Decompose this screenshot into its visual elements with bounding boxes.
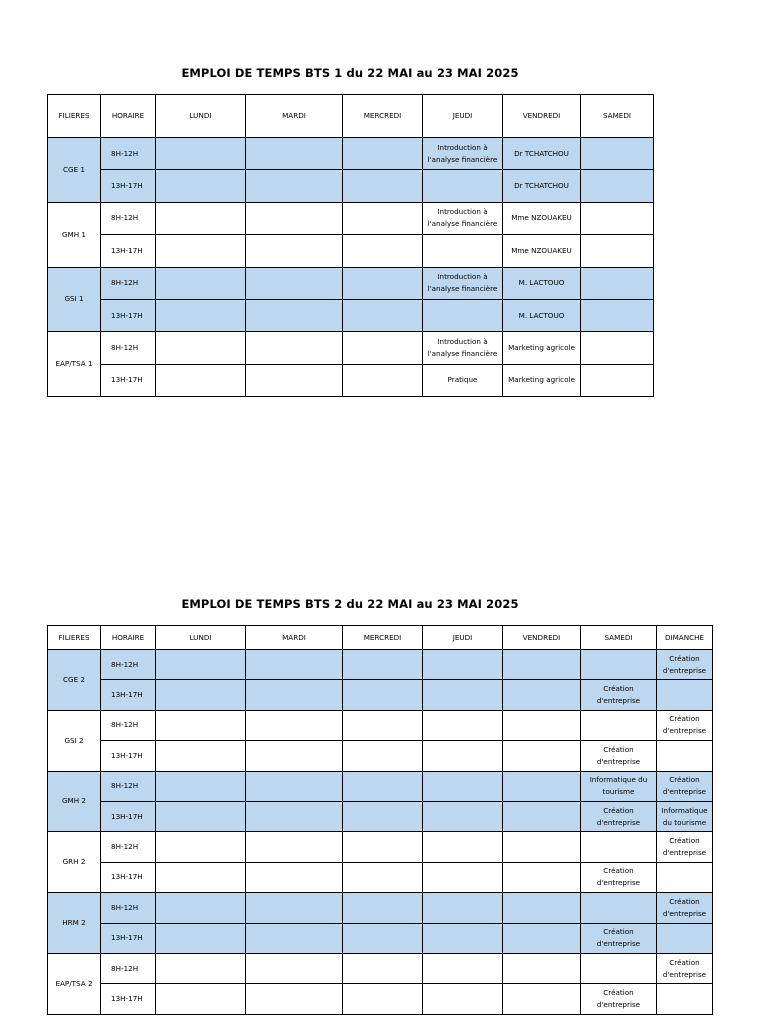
schedule-cell <box>343 984 423 1014</box>
schedule-cell <box>156 893 246 923</box>
horaire-cell: 8H-12H <box>101 893 156 923</box>
table-row <box>48 862 713 892</box>
column-header: LUNDI <box>156 95 246 138</box>
schedule-cell <box>343 741 423 771</box>
schedule-cell: Informatique du tourisme <box>581 771 657 801</box>
schedule-cell <box>246 267 343 299</box>
schedule-cell <box>503 984 581 1014</box>
schedule-cell <box>156 953 246 983</box>
schedule-cell <box>503 771 581 801</box>
table-row <box>48 953 713 983</box>
schedule-cell <box>657 741 713 771</box>
horaire-cell: 13H-17H <box>101 170 156 202</box>
schedule-cell <box>156 680 246 710</box>
schedule-cell <box>657 923 713 953</box>
horaire-cell: 13H-17H <box>101 923 156 953</box>
horaire-cell: 13H-17H <box>101 801 156 831</box>
table-row <box>48 832 713 862</box>
horaire-cell: 8H-12H <box>101 953 156 983</box>
schedule-cell <box>423 923 503 953</box>
timetable-2-title: EMPLOI DE TEMPS BTS 2 du 22 MAI au 23 MAI 2025 <box>181 597 519 611</box>
schedule-cell: Création d'entreprise <box>581 741 657 771</box>
schedule-cell <box>343 862 423 892</box>
schedule-cell: Création d'entreprise <box>657 710 713 740</box>
schedule-cell <box>246 332 343 364</box>
schedule-cell <box>246 299 343 331</box>
schedule-cell <box>246 170 343 202</box>
schedule-cell <box>156 801 246 831</box>
table-row <box>48 138 654 170</box>
schedule-cell <box>503 832 581 862</box>
schedule-cell <box>156 364 246 396</box>
schedule-cell: Informatique du tourisme <box>657 801 713 831</box>
schedule-cell <box>246 364 343 396</box>
schedule-cell <box>343 235 423 267</box>
schedule-cell <box>581 650 657 680</box>
schedule-cell <box>246 923 343 953</box>
table-row <box>48 923 713 953</box>
schedule-cell: Création d'entreprise <box>657 832 713 862</box>
schedule-cell: Création d'entreprise <box>581 862 657 892</box>
filiere-cell: HRM 2 <box>48 893 101 954</box>
schedule-cell <box>343 771 423 801</box>
table-row <box>48 235 654 267</box>
schedule-cell <box>581 138 654 170</box>
schedule-cell <box>246 893 343 923</box>
schedule-cell: Création d'entreprise <box>657 953 713 983</box>
schedule-cell <box>423 235 503 267</box>
schedule-cell <box>503 862 581 892</box>
schedule-cell <box>156 710 246 740</box>
schedule-cell <box>503 741 581 771</box>
table-row <box>48 267 654 299</box>
schedule-cell <box>503 923 581 953</box>
schedule-cell <box>423 862 503 892</box>
schedule-cell <box>343 267 423 299</box>
column-header: DIMANCHE <box>657 626 713 650</box>
schedule-cell <box>581 832 657 862</box>
schedule-cell: Dr TCHATCHOU <box>503 138 581 170</box>
schedule-cell <box>156 138 246 170</box>
schedule-cell <box>343 680 423 710</box>
schedule-cell <box>423 893 503 923</box>
schedule-cell: Création d'entreprise <box>581 680 657 710</box>
table-row <box>48 771 713 801</box>
horaire-cell: 8H-12H <box>101 650 156 680</box>
filiere-cell: EAP/TSA 1 <box>48 332 101 397</box>
column-header: VENDREDI <box>503 626 581 650</box>
table-row <box>48 680 713 710</box>
column-header: MERCREDI <box>343 626 423 650</box>
schedule-cell <box>156 984 246 1014</box>
schedule-cell: Introduction à l'analyse financière <box>423 332 503 364</box>
schedule-cell <box>156 862 246 892</box>
horaire-cell: 8H-12H <box>101 138 156 170</box>
schedule-cell <box>423 170 503 202</box>
schedule-cell <box>423 832 503 862</box>
schedule-cell: Création d'entreprise <box>581 984 657 1014</box>
schedule-cell <box>246 202 343 234</box>
column-header: SAMEDI <box>581 95 654 138</box>
schedule-cell <box>343 170 423 202</box>
filiere-cell: EAP/TSA 2 <box>48 953 101 1014</box>
schedule-cell <box>581 710 657 740</box>
table-row <box>48 741 713 771</box>
horaire-cell: 8H-12H <box>101 771 156 801</box>
schedule-cell <box>246 138 343 170</box>
column-header: JEUDI <box>423 95 503 138</box>
horaire-cell: 13H-17H <box>101 741 156 771</box>
schedule-cell <box>503 893 581 923</box>
column-header: VENDREDI <box>503 95 581 138</box>
timetable-bts-1 <box>47 94 654 397</box>
schedule-cell <box>581 202 654 234</box>
table-row <box>48 364 654 396</box>
schedule-cell: Mme NZOUAKEU <box>503 235 581 267</box>
schedule-cell <box>423 953 503 983</box>
schedule-cell <box>581 893 657 923</box>
table-row <box>48 170 654 202</box>
schedule-cell: Introduction à l'analyse financière <box>423 138 503 170</box>
horaire-cell: 8H-12H <box>101 202 156 234</box>
column-header: HORAIRE <box>101 626 156 650</box>
schedule-cell <box>343 138 423 170</box>
schedule-cell <box>343 710 423 740</box>
schedule-cell <box>343 299 423 331</box>
schedule-cell: M. LACTOUO <box>503 299 581 331</box>
schedule-cell <box>423 771 503 801</box>
filiere-cell: GSI 2 <box>48 710 101 771</box>
schedule-cell <box>246 832 343 862</box>
schedule-cell <box>246 741 343 771</box>
schedule-cell <box>246 953 343 983</box>
column-header: MERCREDI <box>343 95 423 138</box>
timetable-bts-2 <box>47 625 713 1015</box>
schedule-cell <box>343 650 423 680</box>
schedule-cell: Création d'entreprise <box>657 650 713 680</box>
schedule-cell <box>156 741 246 771</box>
schedule-cell <box>423 984 503 1014</box>
schedule-cell <box>246 235 343 267</box>
column-header: MARDI <box>246 626 343 650</box>
column-header: FILIERES <box>48 95 101 138</box>
schedule-cell <box>156 267 246 299</box>
schedule-cell <box>657 680 713 710</box>
schedule-cell <box>246 862 343 892</box>
timetable-1-title: EMPLOI DE TEMPS BTS 1 du 22 MAI au 23 MAI 2025 <box>181 66 519 80</box>
filiere-cell: GSI 1 <box>48 267 101 332</box>
schedule-cell: Création d'entreprise <box>657 771 713 801</box>
schedule-cell <box>423 710 503 740</box>
column-header: MARDI <box>246 95 343 138</box>
schedule-cell <box>156 235 246 267</box>
schedule-cell <box>503 680 581 710</box>
schedule-cell <box>343 332 423 364</box>
table-row <box>48 299 654 331</box>
schedule-cell <box>156 299 246 331</box>
schedule-cell <box>581 332 654 364</box>
schedule-cell <box>503 650 581 680</box>
schedule-cell <box>657 984 713 1014</box>
horaire-cell: 13H-17H <box>101 299 156 331</box>
header-row <box>48 95 654 138</box>
horaire-cell: 13H-17H <box>101 984 156 1014</box>
horaire-cell: 8H-12H <box>101 710 156 740</box>
schedule-cell <box>246 680 343 710</box>
horaire-cell: 8H-12H <box>101 832 156 862</box>
schedule-cell <box>423 650 503 680</box>
schedule-cell <box>503 801 581 831</box>
schedule-cell <box>156 832 246 862</box>
column-header: LUNDI <box>156 626 246 650</box>
schedule-cell <box>581 953 657 983</box>
schedule-cell: Marketing agricole <box>503 332 581 364</box>
horaire-cell: 13H-17H <box>101 680 156 710</box>
table-row <box>48 650 713 680</box>
schedule-cell <box>246 650 343 680</box>
schedule-cell <box>156 923 246 953</box>
horaire-cell: 8H-12H <box>101 332 156 364</box>
schedule-cell: Création d'entreprise <box>581 923 657 953</box>
schedule-cell <box>581 170 654 202</box>
table-row <box>48 202 654 234</box>
schedule-cell <box>246 801 343 831</box>
schedule-cell <box>156 771 246 801</box>
schedule-cell <box>343 202 423 234</box>
schedule-cell <box>423 741 503 771</box>
schedule-cell <box>581 267 654 299</box>
schedule-cell <box>343 801 423 831</box>
schedule-cell <box>581 299 654 331</box>
horaire-cell: 13H-17H <box>101 364 156 396</box>
schedule-cell <box>156 650 246 680</box>
schedule-cell: Pratique <box>423 364 503 396</box>
schedule-cell <box>503 710 581 740</box>
schedule-cell <box>423 680 503 710</box>
schedule-cell: Création d'entreprise <box>657 893 713 923</box>
schedule-cell <box>343 893 423 923</box>
schedule-cell <box>246 710 343 740</box>
column-header: FILIERES <box>48 626 101 650</box>
schedule-cell <box>156 332 246 364</box>
schedule-cell: Marketing agricole <box>503 364 581 396</box>
filiere-cell: CGE 1 <box>48 138 101 203</box>
horaire-cell: 13H-17H <box>101 235 156 267</box>
schedule-cell <box>343 953 423 983</box>
filiere-cell: GMH 1 <box>48 202 101 267</box>
schedule-cell <box>503 953 581 983</box>
column-header: HORAIRE <box>101 95 156 138</box>
filiere-cell: GMH 2 <box>48 771 101 832</box>
table-row <box>48 984 713 1014</box>
table-row <box>48 893 713 923</box>
schedule-cell <box>343 364 423 396</box>
schedule-cell: Dr TCHATCHOU <box>503 170 581 202</box>
schedule-cell: M. LACTOUO <box>503 267 581 299</box>
schedule-cell <box>156 202 246 234</box>
schedule-cell: Création d'entreprise <box>581 801 657 831</box>
table-row <box>48 332 654 364</box>
filiere-cell: CGE 2 <box>48 650 101 711</box>
schedule-cell <box>343 832 423 862</box>
column-header: JEUDI <box>423 626 503 650</box>
table-row <box>48 801 713 831</box>
schedule-cell <box>657 862 713 892</box>
schedule-cell <box>343 923 423 953</box>
schedule-cell <box>156 170 246 202</box>
schedule-cell <box>423 299 503 331</box>
schedule-cell <box>581 235 654 267</box>
schedule-cell: Introduction à l'analyse financière <box>423 202 503 234</box>
filiere-cell: GRH 2 <box>48 832 101 893</box>
horaire-cell: 13H-17H <box>101 862 156 892</box>
schedule-cell <box>423 801 503 831</box>
column-header: SAMEDI <box>581 626 657 650</box>
horaire-cell: 8H-12H <box>101 267 156 299</box>
header-row <box>48 626 713 650</box>
schedule-cell: Mme NZOUAKEU <box>503 202 581 234</box>
schedule-cell <box>246 984 343 1014</box>
schedule-cell <box>581 364 654 396</box>
schedule-cell: Introduction à l'analyse financière <box>423 267 503 299</box>
table-row <box>48 710 713 740</box>
schedule-cell <box>246 771 343 801</box>
